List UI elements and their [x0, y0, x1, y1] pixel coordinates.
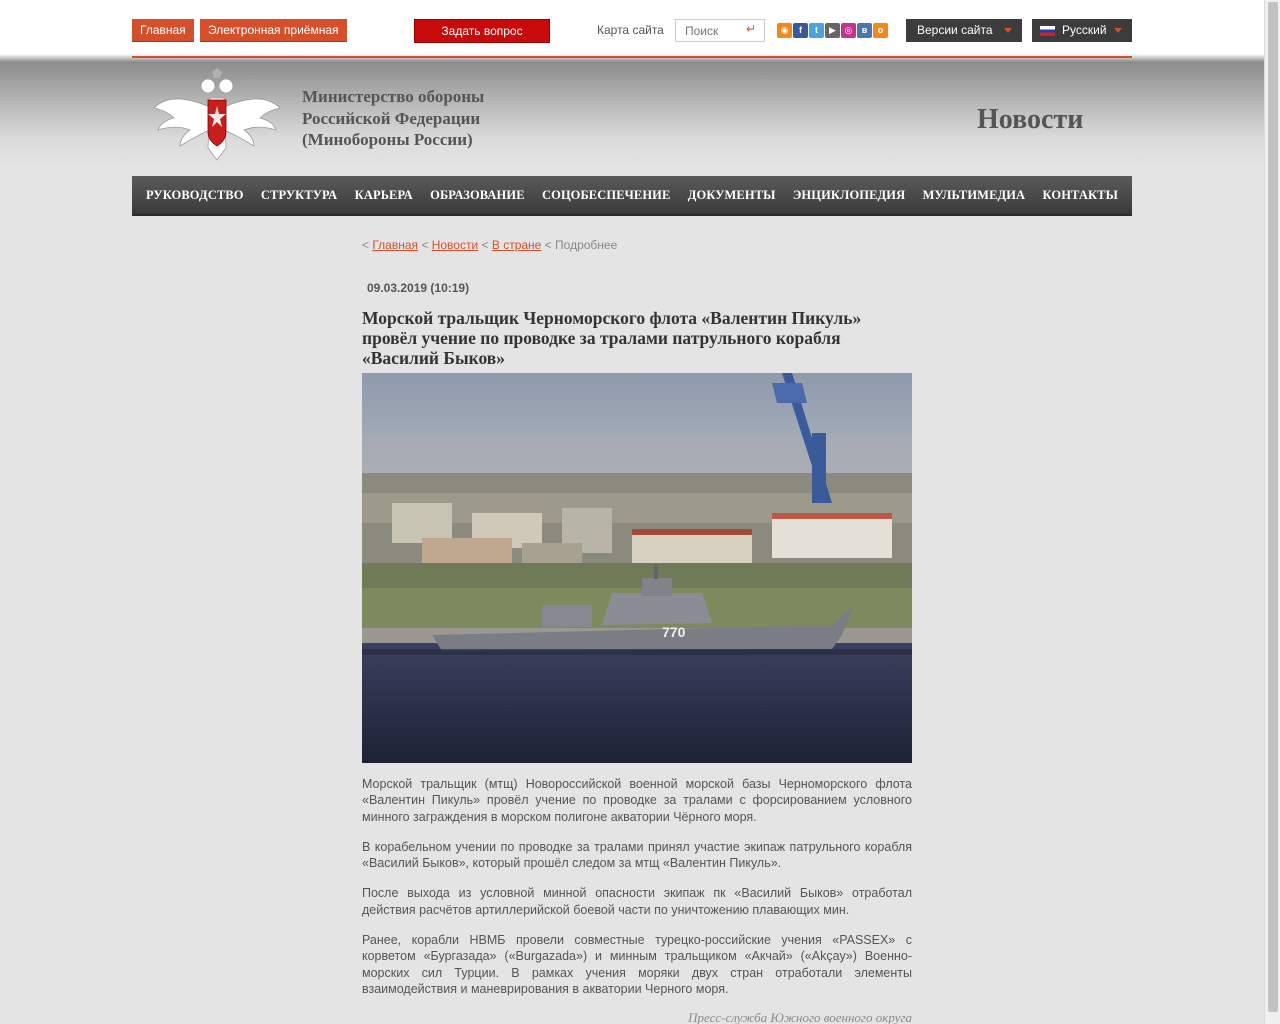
twitter-icon[interactable]: t [809, 23, 824, 38]
article-body [362, 776, 912, 1011]
home-button[interactable]: Главная [132, 19, 194, 42]
site-versions-dropdown[interactable] [906, 19, 1022, 42]
header-divider [132, 56, 1132, 58]
ask-question-button[interactable]: Задать вопрос [414, 19, 550, 43]
article-paragraph: В корабельном учении по проводке за тралами принял участие экипаж патрульного корабля «Василий Быков», который прошёл следом за мтщ «Валентин Пикуль». [362, 839, 912, 871]
article-photo[interactable] [362, 373, 912, 763]
breadcrumb: < Главная < Новости < В стране < Подробнее [362, 238, 618, 252]
social-icons [777, 23, 888, 37]
main-nav [132, 176, 1132, 216]
breadcrumb-home[interactable]: Главная [372, 238, 419, 252]
scrollbar-thumb[interactable] [1268, 2, 1278, 1012]
section-title: Новости [977, 104, 1084, 135]
ship-number: 770 [662, 624, 686, 640]
ministry-line-3: (Минобороны России) [302, 130, 473, 149]
article-paragraph: Ранее, корабли НВМБ провели совместные турецко-российские учения «PASSEX» с корветом «Бургазада» («Burgazada») и минным тральщиком «Акчай» («Akçay») Военно-морских сил Турции. В рамках учения моряки двух стран отработали элементы взаимодействия и маневрирования в акватории Черного моря. [362, 933, 912, 996]
rss-icon[interactable]: ◉ [777, 23, 792, 38]
top-bar [132, 19, 1132, 43]
nav-encyclopedia[interactable]: ЭНЦИКЛОПЕДИЯ [792, 187, 906, 202]
sitemap-link[interactable]: Карта сайта [597, 23, 664, 37]
enter-icon[interactable]: ↵ [746, 22, 757, 36]
article-signature: Пресс-служба Южного военного округа [688, 1010, 912, 1024]
nav-multimedia[interactable]: МУЛЬТИМЕДИА [922, 187, 1026, 202]
site-versions-label: Версии сайта [917, 23, 993, 37]
instagram-icon[interactable]: ◎ [841, 23, 856, 38]
nav-education[interactable]: ОБРАЗОВАНИЕ [430, 187, 525, 202]
chevron-down-icon [1004, 28, 1012, 33]
ministry-emblem-icon[interactable] [150, 68, 284, 162]
language-label: Русский [1062, 23, 1107, 37]
ministry-name[interactable] [302, 86, 484, 151]
ministry-line-2: Российской Федерации [302, 108, 481, 128]
scrollbar[interactable] [1264, 0, 1280, 1024]
ministry-line-1: Министерство обороны [302, 87, 485, 106]
nav-leadership[interactable]: РУКОВОДСТВО [146, 187, 244, 202]
youtube-icon[interactable]: ▶ [825, 23, 840, 38]
nav-social-support[interactable]: СОЦОБЕСПЕЧЕНИЕ [542, 187, 671, 202]
article-title: Морской тральщик Черноморского флота «Валентин Пикуль» провёл учение по проводке за тралами патрульного корабля «Василий Быков» [362, 308, 862, 368]
odnoklassniki-icon[interactable]: о [873, 23, 888, 38]
article-paragraph: После выхода из условной минной опасности экипаж пк «Василий Быков» отработал действия расчётов артиллерийской боевой части по уничтожению плавающих мин. [362, 886, 912, 917]
nav-career[interactable]: КАРЬЕРА [354, 187, 413, 202]
breadcrumb-current: Подробнее [555, 238, 618, 252]
vk-icon[interactable]: в [857, 23, 872, 38]
nav-contacts[interactable]: КОНТАКТЫ [1042, 187, 1118, 202]
language-dropdown[interactable] [1032, 19, 1132, 42]
article-date: 09.03.2019 (10:19) [367, 281, 470, 295]
facebook-icon[interactable]: f [793, 23, 808, 38]
nav-structure[interactable]: СТРУКТУРА [260, 187, 338, 202]
breadcrumb-news[interactable]: Новости [431, 238, 479, 252]
nav-documents[interactable]: ДОКУМЕНТЫ [687, 187, 776, 202]
article-paragraph: Морской тральщик (мтщ) Новороссийской военной морской базы Черноморского флота «Валентин Пикуль» провёл учение по проводке за тралами с форсированием условного минного заграждения в морском полигоне акватории Чёрного моря. [362, 777, 912, 824]
reception-button[interactable]: Электронная приёмная [200, 19, 347, 42]
chevron-down-icon [1114, 28, 1122, 33]
russia-flag-icon [1040, 26, 1055, 36]
breadcrumb-country[interactable]: В стране [491, 238, 542, 252]
